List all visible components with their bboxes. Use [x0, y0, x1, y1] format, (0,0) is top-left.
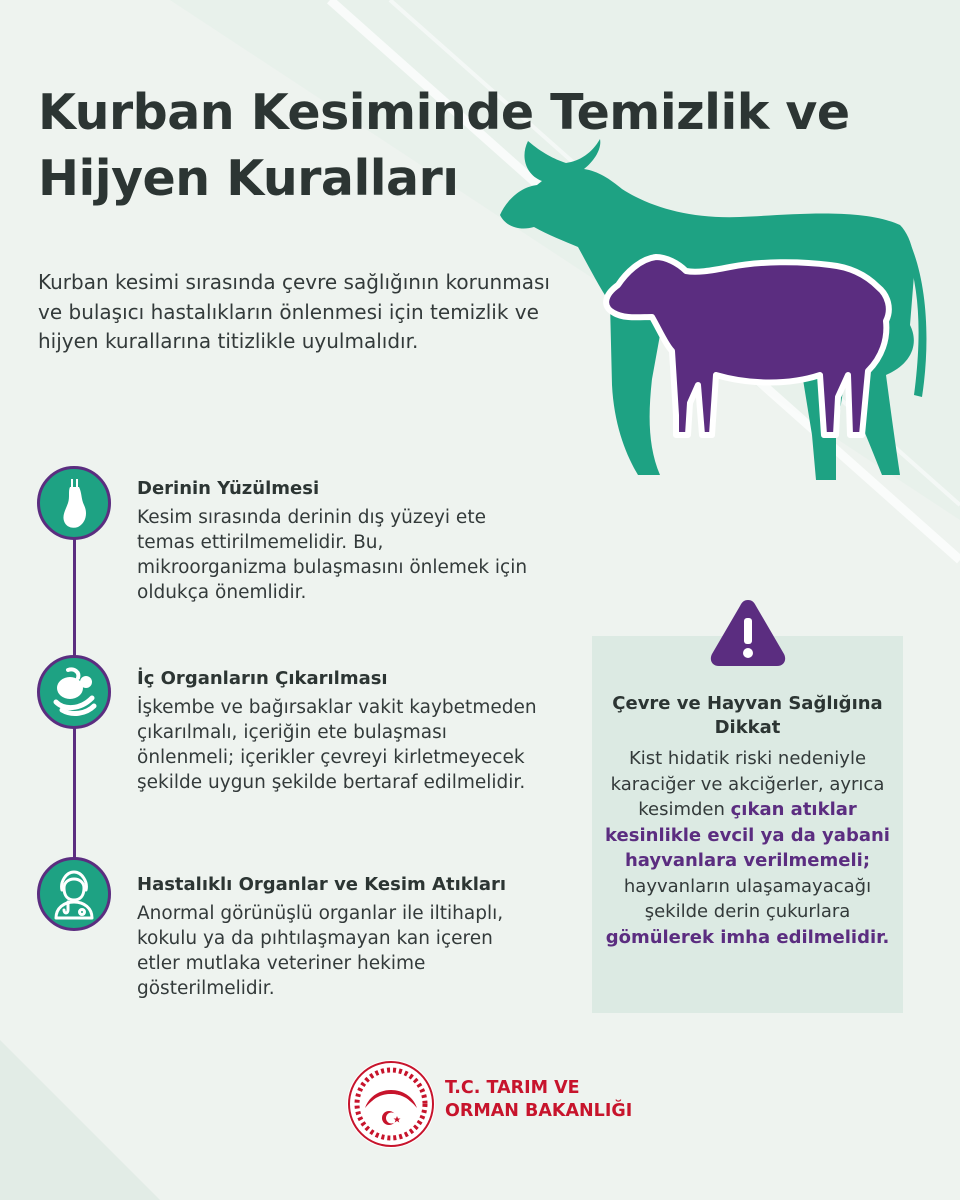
step-diseased-organs — [137, 873, 537, 1001]
veterinarian-icon — [37, 857, 111, 931]
warning-title: Çevre ve Hayvan Sağlığına Dikkat — [612, 693, 883, 738]
page-title: Kurban Kesiminde Temizlik ve Hijyen Kuralları — [38, 84, 850, 207]
step-description: İşkembe ve bağırsaklar vakit kaybetmeden çıkarılmalı, içeriğin ete bulaşması önlenmeli; içerikler çevreyi kirletmeyecek şekilde uygun şekilde bertaraf edilmelidir. — [137, 697, 537, 793]
warning-triangle-icon — [708, 596, 788, 668]
step-title: Derinin Yüzülmesi — [137, 478, 320, 499]
ministry-name-line2: ORMAN BAKANLIĞI — [445, 1101, 633, 1121]
step-organ-removal — [137, 667, 537, 795]
stomach-intestine-icon — [37, 655, 111, 729]
intro-text: Kurban kesimi sırasında çevre sağlığının korunması ve bulaşıcı hastalıkların önlenmesi için temizlik ve hijyen kurallarına titizlikle uyulmalıdır. — [38, 270, 550, 353]
step-description: Kesim sırasında derinin dış yüzeyi ete temas ettirilmemelidir. Bu, mikroorganizma bulaşmasını önlemek için oldukça önemlidir. — [137, 507, 528, 603]
step-skinning — [137, 477, 537, 605]
warning-box — [592, 636, 903, 1013]
step-title: Hastalıklı Organlar ve Kesim Atıkları — [137, 874, 507, 895]
hanging-carcass-icon — [37, 466, 111, 540]
ministry-name-line1: T.C. TARIM VE — [445, 1078, 580, 1098]
warning-description — [602, 746, 893, 950]
warning-text-1: Kist hidatik riski nedeniyle karaciğer ve akciğerler, ayrıca kesimden — [610, 748, 885, 820]
warning-text-2: hayvanların ulaşamayacağı şekilde derin çukurlara — [623, 875, 872, 922]
ministry-name — [445, 1077, 665, 1123]
step-description: Anormal görünüşlü organlar ile iltihaplı, kokulu ya da pıhtılaşmayan kan içeren etler mutlaka veteriner hekime gösterilmelidir. — [137, 903, 504, 999]
step-title: İç Organların Çıkarılması — [137, 668, 388, 689]
warning-highlight-1: çıkan atıklar kesinlikle evcil ya da yabani hayvanlara verilmemeli; — [605, 799, 890, 871]
warning-highlight-2: gömülerek imha edilmelidir. — [605, 926, 890, 948]
ministry-emblem-icon — [345, 1058, 437, 1150]
